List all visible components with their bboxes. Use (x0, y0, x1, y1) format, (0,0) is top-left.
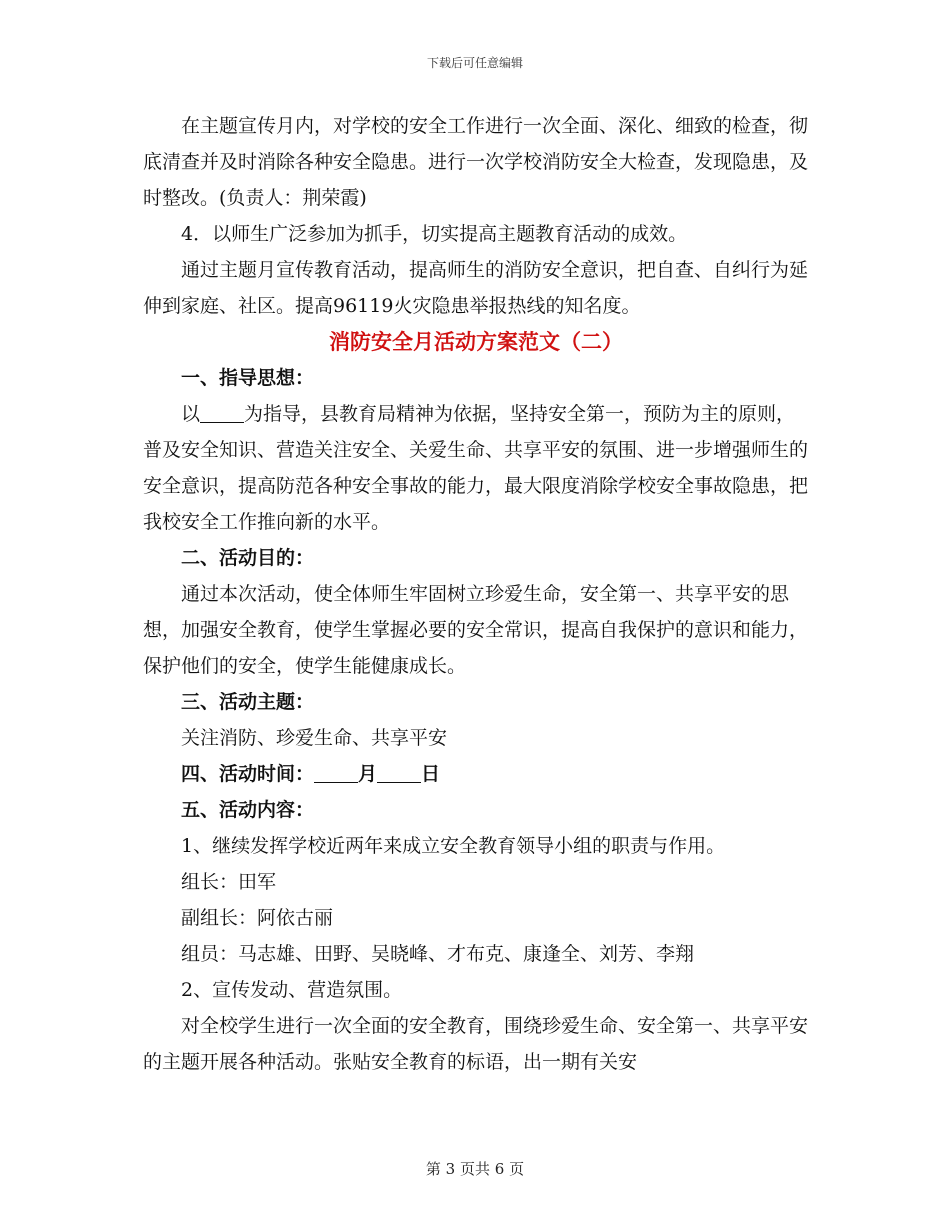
paragraph-purpose: 通过本次活动，使全体师生牢固树立珍爱生命，安全第一、共享平安的思想，加强安全教育，使学生掌握必要的安全常识，提高自我保护的意识和能力，保护他们的安全，使学生能健康成长。 (143, 583, 809, 677)
heading-time (143, 756, 809, 792)
time-month: 月 (358, 763, 378, 785)
vice-leader-line: 副组长：阿依古丽 (181, 907, 334, 929)
document-body (143, 108, 809, 1080)
guiding-prefix: 以 (181, 403, 201, 425)
paragraph-inspection: 在主题宣传月内，对学校的安全工作进行一次全面、深化、细致的检查，彻底清查并及时消除各种安全隐患。进行一次学校消防安全大检查，发现隐患，及时整改。(负责人：荆荣霞) (143, 115, 809, 209)
heading-guiding-thought: 一、指导思想： (181, 367, 315, 389)
time-day: 日 (421, 763, 441, 785)
members-line: 组员：马志雄、田野、吴晓峰、才布克、康逢全、刘芳、李翔 (181, 943, 695, 965)
paragraph-theme: 关注消防、珍爱生命、共享平安 (181, 727, 448, 749)
paragraph-awareness: 通过主题月宣传教育活动，提高师生的消防安全意识，把自查、自纠行为延伸到家庭、社区。提高96119火灾隐患举报热线的知名度。 (143, 259, 809, 317)
heading-theme: 三、活动主题： (181, 691, 315, 713)
content-item-1: 1、继续发挥学校近两年来成立安全教育领导小组的职责与作用。 (181, 835, 726, 857)
section-title: 消防安全月活动方案范文（二） (329, 329, 623, 354)
content-item-2: 2、宣传发动、营造氛围。 (181, 979, 403, 1001)
heading-purpose: 二、活动目的： (181, 547, 315, 569)
fill-blank (200, 403, 244, 423)
heading-content: 五、活动内容： (181, 799, 315, 821)
month-blank (314, 763, 358, 783)
paragraph-item-2-body: 对全校学生进行一次全面的安全教育，围绕珍爱生命、安全第一、共享平安的主题开展各种活动。张贴安全教育的标语，出一期有关安 (143, 1015, 809, 1073)
page-header: 下载后可任意编辑 (426, 56, 523, 70)
guiding-body: 为指导，县教育局精神为依据，坚持安全第一，预防为主的原则，普及安全知识、营造关注安全、关爱生命、共享平安的氛围、进一步增强师生的安全意识，提高防范各种安全事故的能力，最大限度消除学校安全事故隐患，把我校安全工作推向新的水平。 (143, 403, 809, 533)
leader-line: 组长：田军 (181, 871, 277, 893)
page-footer: 第 3 页共 6 页 (425, 1160, 525, 1178)
paragraph-item-4: 4．以师生广泛参加为抓手，切实提高主题教育活动的成效。 (181, 223, 688, 245)
day-blank (377, 763, 421, 783)
paragraph-guiding-thought (143, 396, 809, 540)
time-label: 四、活动时间： (181, 763, 315, 785)
